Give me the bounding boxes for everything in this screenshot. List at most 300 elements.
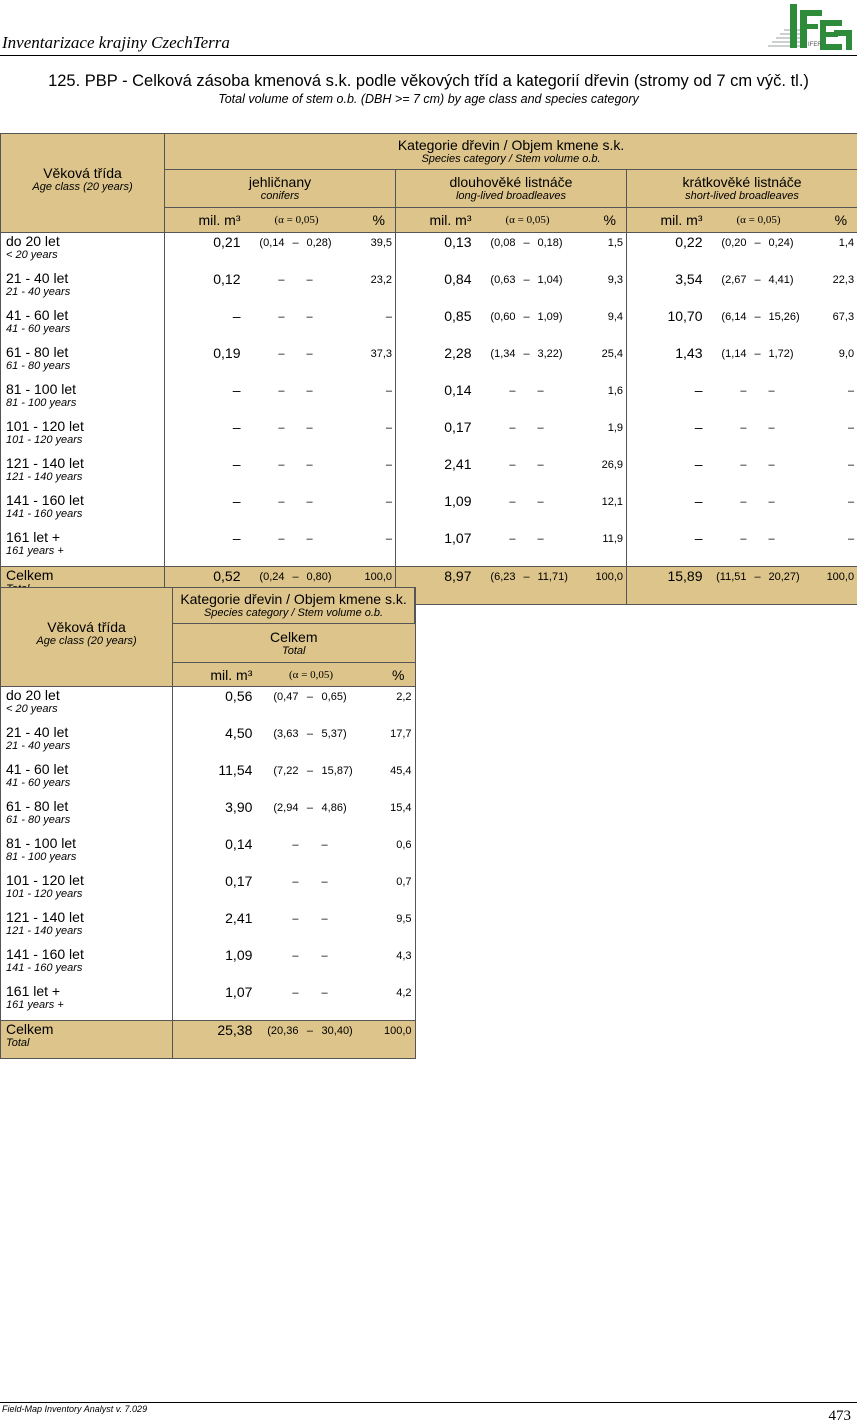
- table-row: [1, 909, 416, 946]
- age-class-label-en: 161 years +: [6, 999, 172, 1011]
- age-class-label: [1, 946, 173, 983]
- age-class-label-cz: 161 let +: [6, 983, 172, 999]
- volume-value: –: [165, 529, 243, 567]
- volume-value: 0,12: [165, 270, 243, 307]
- ci-upper: 1,72): [769, 344, 813, 381]
- ci-lower: –: [254, 835, 298, 872]
- age-class-label-en: 141 - 160 years: [6, 508, 164, 520]
- ci-lower: –: [254, 909, 298, 946]
- group-header-total: [173, 624, 415, 663]
- ci-dash: [747, 455, 769, 492]
- age-class-label-cz: 41 - 60 let: [6, 307, 164, 323]
- age-class-label: [1, 307, 165, 344]
- alpha-label: (α = 0,05): [243, 208, 351, 233]
- alpha-label: (α = 0,05): [474, 208, 582, 233]
- percent-label: %: [813, 208, 857, 233]
- ci-dash: –: [285, 233, 307, 271]
- age-class-label: [1, 761, 173, 798]
- ci-lower: –: [705, 492, 747, 529]
- group-header-total-en: Total: [173, 645, 414, 658]
- ci-dash: –: [747, 270, 769, 307]
- percent-value: –: [351, 455, 396, 492]
- percent-value: 15,4: [368, 798, 415, 835]
- group-header-cz: jehličnany: [165, 174, 395, 190]
- ci-lower: –: [474, 529, 516, 567]
- age-class-label: [1, 835, 173, 872]
- percent-value: 11,9: [582, 529, 627, 567]
- volume-value: –: [165, 307, 243, 344]
- age-class-label-en: 61 - 80 years: [6, 360, 164, 372]
- ci-dash: [285, 492, 307, 529]
- percent-value: 23,2: [351, 270, 396, 307]
- ci-upper: 11,71): [538, 567, 582, 605]
- ci-dash: [285, 270, 307, 307]
- age-class-label: [1, 381, 165, 418]
- percent-value: 26,9: [582, 455, 627, 492]
- ci-upper: –: [322, 835, 368, 872]
- age-class-label-cz: 121 - 140 let: [6, 455, 164, 471]
- ci-upper: 4,41): [769, 270, 813, 307]
- age-class-label: [1, 798, 173, 835]
- ci-upper: –: [538, 455, 582, 492]
- percent-value: –: [351, 529, 396, 567]
- ci-dash: –: [747, 233, 769, 271]
- ci-lower: (2,94: [254, 798, 298, 835]
- percent-label: %: [582, 208, 627, 233]
- ci-upper: –: [307, 381, 351, 418]
- ci-dash: [298, 983, 321, 1021]
- footer-rule: [0, 1402, 857, 1403]
- ci-upper: 4,86): [322, 798, 368, 835]
- ci-dash: –: [516, 270, 538, 307]
- ci-lower: –: [243, 344, 285, 381]
- table-row: [1, 344, 857, 381]
- ci-dash: [285, 344, 307, 381]
- age-class-label-en: 161 years +: [6, 545, 164, 557]
- age-class-header: [1, 588, 173, 687]
- ci-lower: (0,47: [254, 687, 298, 725]
- ci-upper: 0,28): [307, 233, 351, 271]
- age-class-label: [1, 909, 173, 946]
- age-class-label-en: 21 - 40 years: [6, 286, 164, 298]
- unit-label: mil. m³: [173, 663, 255, 687]
- ci-lower: –: [254, 946, 298, 983]
- ci-lower: –: [474, 492, 516, 529]
- ci-dash: [285, 381, 307, 418]
- volume-value: 0,14: [173, 835, 255, 872]
- ci-upper: 0,80): [307, 567, 351, 605]
- volume-value: 10,70: [627, 307, 705, 344]
- percent-value: 25,4: [582, 344, 627, 381]
- species-category-header-en: Species category / Stem volume o.b.: [173, 607, 414, 620]
- volume-value: 4,50: [173, 724, 255, 761]
- group-header-en: long-lived broadleaves: [396, 190, 626, 203]
- ci-upper: 15,87): [322, 761, 368, 798]
- percent-value: 1,9: [582, 418, 627, 455]
- unit-label: mil. m³: [396, 208, 474, 233]
- age-class-label-en: 141 - 160 years: [6, 962, 172, 974]
- ci-upper: 0,24): [769, 233, 813, 271]
- percent-value: 37,3: [351, 344, 396, 381]
- total-table: [0, 587, 416, 1059]
- percent-value: –: [351, 492, 396, 529]
- volume-value: –: [165, 381, 243, 418]
- age-class-label-cz: 161 let +: [6, 529, 164, 545]
- volume-value: 2,41: [396, 455, 474, 492]
- percent-value: 0,7: [368, 872, 415, 909]
- volume-value: 0,19: [165, 344, 243, 381]
- volume-value: 11,54: [173, 761, 255, 798]
- ci-upper: –: [769, 418, 813, 455]
- ci-lower: (0,08: [474, 233, 516, 271]
- footer-software: Field-Map Inventory Analyst v. 7.029: [2, 1404, 147, 1414]
- percent-value: 1,4: [813, 233, 857, 271]
- percent-value: 4,3: [368, 946, 415, 983]
- volume-value: 3,90: [173, 798, 255, 835]
- age-class-label-en: < 20 years: [6, 249, 164, 261]
- table-row: [1, 418, 857, 455]
- table-row: [1, 233, 857, 271]
- ci-lower: –: [705, 381, 747, 418]
- volume-value: 0,22: [627, 233, 705, 271]
- ci-upper: –: [322, 872, 368, 909]
- age-class-label: [1, 492, 165, 529]
- volume-value: 3,54: [627, 270, 705, 307]
- percent-value: 9,0: [813, 344, 857, 381]
- volume-value: 1,09: [396, 492, 474, 529]
- ci-dash: –: [298, 724, 321, 761]
- ci-lower: (7,22: [254, 761, 298, 798]
- ci-upper: –: [307, 492, 351, 529]
- ci-lower: (0,63: [474, 270, 516, 307]
- age-class-label-cz: 141 - 160 let: [6, 946, 172, 962]
- volume-value: 1,07: [396, 529, 474, 567]
- ci-lower: –: [243, 529, 285, 567]
- volume-value: 8,97: [396, 567, 474, 605]
- age-class-label: [1, 418, 165, 455]
- group-header-cz: krátkověké listnáče: [627, 174, 857, 190]
- ci-lower: (6,23: [474, 567, 516, 605]
- ci-upper: –: [538, 381, 582, 418]
- group-header-total-cz: Celkem: [173, 629, 414, 645]
- ci-dash: –: [747, 567, 769, 605]
- volume-value: 0,17: [396, 418, 474, 455]
- age-class-label: [1, 233, 165, 271]
- age-class-label: [1, 455, 165, 492]
- table-row: [1, 270, 857, 307]
- ci-dash: –: [516, 307, 538, 344]
- ci-dash: [285, 418, 307, 455]
- percent-value: 100,0: [368, 1021, 415, 1059]
- percent-value: –: [351, 307, 396, 344]
- age-class-label: [1, 529, 165, 567]
- ci-upper: 5,37): [322, 724, 368, 761]
- ci-upper: –: [307, 270, 351, 307]
- ci-dash: –: [298, 761, 321, 798]
- age-class-header-cz: Věková třída: [1, 619, 172, 635]
- age-class-label: [1, 872, 173, 909]
- percent-value: 100,0: [351, 567, 396, 605]
- percent-value: 4,2: [368, 983, 415, 1021]
- table-row: [1, 724, 416, 761]
- percent-value: –: [813, 418, 857, 455]
- ci-lower: (1,34: [474, 344, 516, 381]
- ci-dash: [298, 835, 321, 872]
- alpha-label: (α = 0,05): [254, 663, 367, 687]
- volume-value: –: [627, 381, 705, 418]
- table-row: [1, 983, 416, 1021]
- ci-lower: (0,14: [243, 233, 285, 271]
- ci-upper: 0,65): [322, 687, 368, 725]
- ci-lower: –: [254, 872, 298, 909]
- percent-label: %: [351, 208, 396, 233]
- ci-upper: –: [307, 418, 351, 455]
- age-class-label-en: 101 - 120 years: [6, 888, 172, 900]
- age-class-label-cz: 21 - 40 let: [6, 724, 172, 740]
- percent-label: %: [368, 663, 415, 687]
- ci-upper: –: [322, 909, 368, 946]
- age-class-label-en: 121 - 140 years: [6, 471, 164, 483]
- age-class-label-en: 101 - 120 years: [6, 434, 164, 446]
- age-class-label-cz: 101 - 120 let: [6, 418, 164, 434]
- percent-value: 100,0: [813, 567, 857, 605]
- species-category-header-cz: Kategorie dřevin / Objem kmene s.k.: [165, 137, 857, 153]
- volume-value: 0,17: [173, 872, 255, 909]
- species-category-header: [165, 134, 857, 170]
- percent-value: 67,3: [813, 307, 857, 344]
- ci-upper: 3,22): [538, 344, 582, 381]
- table-row: [1, 455, 857, 492]
- age-class-label-en: 81 - 100 years: [6, 851, 172, 863]
- ci-upper: 15,26): [769, 307, 813, 344]
- group-header-cz: dlouhověké listnáče: [396, 174, 626, 190]
- ci-dash: –: [298, 687, 321, 725]
- ci-lower: –: [243, 307, 285, 344]
- age-class-label-cz: 61 - 80 let: [6, 798, 172, 814]
- ci-upper: 0,18): [538, 233, 582, 271]
- ci-dash: [285, 529, 307, 567]
- header-rule: [0, 55, 857, 56]
- age-class-label-cz: 121 - 140 let: [6, 909, 172, 925]
- age-class-header-en: Age class (20 years): [1, 635, 172, 648]
- ci-lower: –: [243, 381, 285, 418]
- species-category-header-en: Species category / Stem volume o.b.: [165, 153, 857, 166]
- ci-upper: –: [769, 455, 813, 492]
- percent-value: 45,4: [368, 761, 415, 798]
- age-class-label-en: 121 - 140 years: [6, 925, 172, 937]
- age-class-label-cz: 101 - 120 let: [6, 872, 172, 888]
- ci-dash: –: [298, 798, 321, 835]
- ci-lower: –: [243, 492, 285, 529]
- ci-upper: –: [769, 529, 813, 567]
- percent-value: 1,5: [582, 233, 627, 271]
- ci-upper: 30,40): [322, 1021, 368, 1059]
- ci-lower: –: [254, 983, 298, 1021]
- age-class-label-en: Total: [6, 1037, 172, 1049]
- percent-value: 39,5: [351, 233, 396, 271]
- age-class-label-cz: Celkem: [6, 1021, 172, 1037]
- age-class-label-cz: Celkem: [6, 567, 164, 583]
- volume-value: 15,89: [627, 567, 705, 605]
- group-header-2: [627, 170, 857, 208]
- volume-value: 0,14: [396, 381, 474, 418]
- ci-upper: –: [322, 946, 368, 983]
- percent-value: –: [351, 418, 396, 455]
- age-class-label-cz: do 20 let: [6, 233, 164, 249]
- age-class-label: [1, 270, 165, 307]
- ci-dash: [516, 529, 538, 567]
- ci-lower: –: [474, 455, 516, 492]
- ci-dash: [298, 909, 321, 946]
- ci-dash: –: [516, 233, 538, 271]
- percent-value: 9,3: [582, 270, 627, 307]
- ifer-logo: [762, 2, 854, 52]
- ci-dash: [747, 492, 769, 529]
- ci-upper: –: [307, 455, 351, 492]
- table-row: [1, 872, 416, 909]
- table-row: [1, 381, 857, 418]
- logo-text: IFER: [808, 42, 822, 48]
- age-class-header-cz: Věková třída: [1, 165, 164, 181]
- ci-dash: –: [516, 567, 538, 605]
- volume-value: 0,52: [165, 567, 243, 605]
- ci-lower: –: [705, 455, 747, 492]
- volume-value: 25,38: [173, 1021, 255, 1059]
- age-class-label: [1, 724, 173, 761]
- volume-value: 0,13: [396, 233, 474, 271]
- ci-lower: (0,60: [474, 307, 516, 344]
- age-class-label-cz: 21 - 40 let: [6, 270, 164, 286]
- table-row: [1, 798, 416, 835]
- page-title: 125. PBP - Celková zásoba kmenová s.k. podle věkových tříd a kategorií dřevin (stromy od 7 cm výč. tl.): [0, 72, 857, 91]
- ci-dash: [516, 381, 538, 418]
- ci-lower: –: [705, 418, 747, 455]
- percent-value: –: [351, 381, 396, 418]
- percent-value: 2,2: [368, 687, 415, 725]
- volume-value: –: [627, 529, 705, 567]
- age-class-label-cz: do 20 let: [6, 687, 172, 703]
- alpha-label: (α = 0,05): [705, 208, 813, 233]
- ci-lower: (0,24: [243, 567, 285, 605]
- page-subtitle: Total volume of stem o.b. (DBH >= 7 cm) by age class and species category: [0, 92, 857, 106]
- age-class-label: [1, 983, 173, 1021]
- ci-dash: –: [516, 344, 538, 381]
- ci-upper: –: [307, 529, 351, 567]
- volume-value: –: [627, 492, 705, 529]
- species-category-table: [0, 133, 857, 605]
- percent-value: –: [813, 455, 857, 492]
- table-row: [1, 687, 416, 725]
- volume-value: 0,56: [173, 687, 255, 725]
- table-row: [1, 946, 416, 983]
- unit-label: mil. m³: [165, 208, 243, 233]
- ci-dash: [298, 872, 321, 909]
- age-class-label-cz: 41 - 60 let: [6, 761, 172, 777]
- volume-value: 0,85: [396, 307, 474, 344]
- age-class-label-cz: 141 - 160 let: [6, 492, 164, 508]
- ci-upper: 1,09): [538, 307, 582, 344]
- group-header-en: short-lived broadleaves: [627, 190, 857, 203]
- ci-upper: 1,04): [538, 270, 582, 307]
- age-class-label-en: 21 - 40 years: [6, 740, 172, 752]
- percent-value: –: [813, 381, 857, 418]
- table-row: [1, 761, 416, 798]
- ci-lower: (11,51: [705, 567, 747, 605]
- ci-lower: (3,63: [254, 724, 298, 761]
- unit-label: mil. m³: [627, 208, 705, 233]
- ci-lower: –: [243, 270, 285, 307]
- ci-lower: –: [243, 455, 285, 492]
- volume-value: 0,84: [396, 270, 474, 307]
- ci-dash: [747, 418, 769, 455]
- ci-dash: [298, 946, 321, 983]
- volume-value: 1,09: [173, 946, 255, 983]
- total-row: [1, 1021, 416, 1059]
- percent-value: –: [813, 492, 857, 529]
- ci-dash: [747, 381, 769, 418]
- volume-value: –: [627, 418, 705, 455]
- ci-dash: [516, 492, 538, 529]
- volume-value: 2,41: [173, 909, 255, 946]
- table-row: [1, 307, 857, 344]
- ci-lower: (2,67: [705, 270, 747, 307]
- volume-value: 0,21: [165, 233, 243, 271]
- ci-lower: (0,20: [705, 233, 747, 271]
- header-title: Inventarizace krajiny CzechTerra: [2, 33, 230, 53]
- ci-upper: –: [322, 983, 368, 1021]
- age-class-label-en: 41 - 60 years: [6, 323, 164, 335]
- ci-dash: [516, 418, 538, 455]
- percent-value: 9,5: [368, 909, 415, 946]
- ci-lower: (6,14: [705, 307, 747, 344]
- volume-value: 2,28: [396, 344, 474, 381]
- species-category-header-cz: Kategorie dřevin / Objem kmene s.k.: [173, 591, 414, 607]
- age-class-header: [1, 134, 165, 233]
- ci-dash: [285, 307, 307, 344]
- age-class-label-cz: 61 - 80 let: [6, 344, 164, 360]
- ci-dash: –: [298, 1021, 321, 1059]
- volume-value: –: [165, 492, 243, 529]
- age-class-label-en: 61 - 80 years: [6, 814, 172, 826]
- ci-upper: –: [538, 418, 582, 455]
- page-number: 473: [829, 1408, 852, 1425]
- percent-value: 12,1: [582, 492, 627, 529]
- group-header-0: [165, 170, 396, 208]
- ci-lower: –: [474, 381, 516, 418]
- group-header-1: [396, 170, 627, 208]
- age-class-label-en: 41 - 60 years: [6, 777, 172, 789]
- group-header-en: conifers: [165, 190, 395, 203]
- species-category-header: [173, 588, 415, 624]
- age-class-label-en: 81 - 100 years: [6, 397, 164, 409]
- table-row: [1, 835, 416, 872]
- age-class-label: [1, 344, 165, 381]
- table-row: [1, 492, 857, 529]
- ci-dash: –: [285, 567, 307, 605]
- age-class-label-en: < 20 years: [6, 703, 172, 715]
- age-class-label: [1, 1021, 173, 1059]
- ci-dash: [285, 455, 307, 492]
- percent-value: 100,0: [582, 567, 627, 605]
- percent-value: 0,6: [368, 835, 415, 872]
- volume-value: –: [165, 455, 243, 492]
- volume-value: 1,43: [627, 344, 705, 381]
- ci-upper: –: [769, 492, 813, 529]
- ci-lower: (20,36: [254, 1021, 298, 1059]
- ci-upper: –: [769, 381, 813, 418]
- ci-dash: –: [747, 344, 769, 381]
- age-class-header-en: Age class (20 years): [1, 181, 164, 194]
